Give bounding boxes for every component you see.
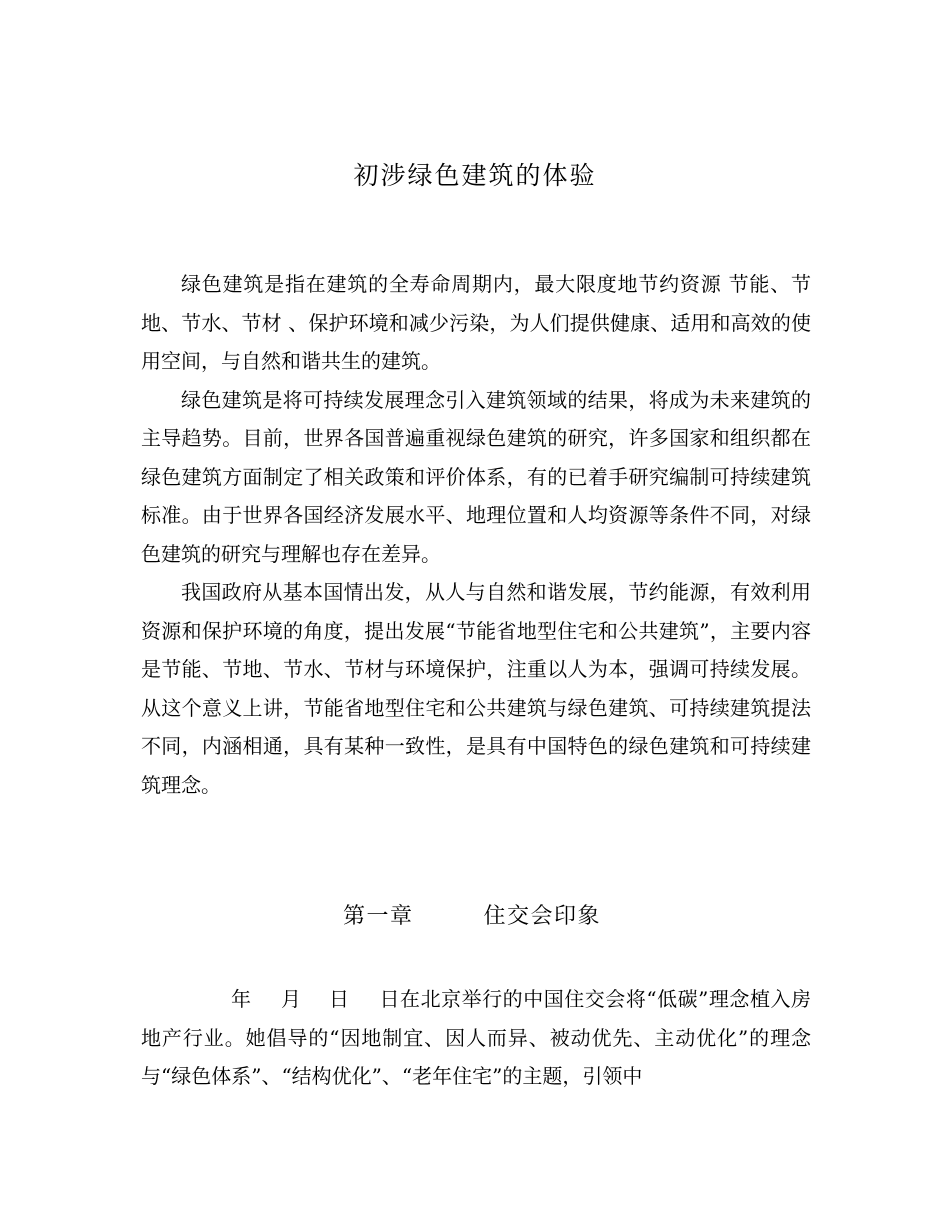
- chapter-number: 第一章: [343, 904, 414, 929]
- day-label: 日: [329, 987, 349, 1011]
- intro-section: [141, 265, 811, 804]
- paragraph-3: 我国政府从基本国情出发，从人与自然和谐发展，节约能源，有效利用资源和保护环境的角度，提出发展“节能省地型住宅和公共建筑”，主要内容是节能、节地、节水、节材与环境保护，注重以人为本，强调可持续发展。从这个意义上讲，节能省地型住宅和公共建筑与绿色建筑、可持续建筑提法不同，内涵相通，具有某种一致性，是具有中国特色的绿色建筑和可持续建筑理念。: [141, 580, 811, 797]
- chapter-paragraph-text: 日在北京举行的中国住交会将“低碳”理念植入房地产行业。她倡导的“因地制宜、因人而异、被动优先、主动优化”的理念与“绿色体系”、“结构优化”、“老年住宅”的主题，引领中: [141, 987, 811, 1088]
- year-label: 年: [231, 987, 251, 1011]
- paragraph-2: 绿色建筑是将可持续发展理念引入建筑领域的结果，将成为未来建筑的主导趋势。目前，世界各国普遍重视绿色建筑的研究，许多国家和组织都在绿色建筑方面制定了相关政策和评价体系，有的已着手研究编制可持续建筑标准。由于世界各国经济发展水平、地理位置和人均资源等条件不同，对绿色建筑的研究与理解也存在差异。: [141, 387, 811, 566]
- document-title: 初涉绿色建筑的体验: [353, 161, 597, 190]
- month-label: 月: [281, 987, 301, 1011]
- chapter-section: [141, 980, 811, 1096]
- paragraph-1: 绿色建筑是指在建筑的全寿命周期内，最大限度地节约资源 节能、节地、节水、节材 、保护环境和减少污染，为人们提供健康、适用和高效的使用空间，与自然和谐共生的建筑。: [141, 272, 811, 373]
- chapter-title: 住交会印象: [483, 904, 602, 929]
- chapter-heading: [343, 898, 601, 936]
- chapter-paragraph: [141, 980, 811, 1096]
